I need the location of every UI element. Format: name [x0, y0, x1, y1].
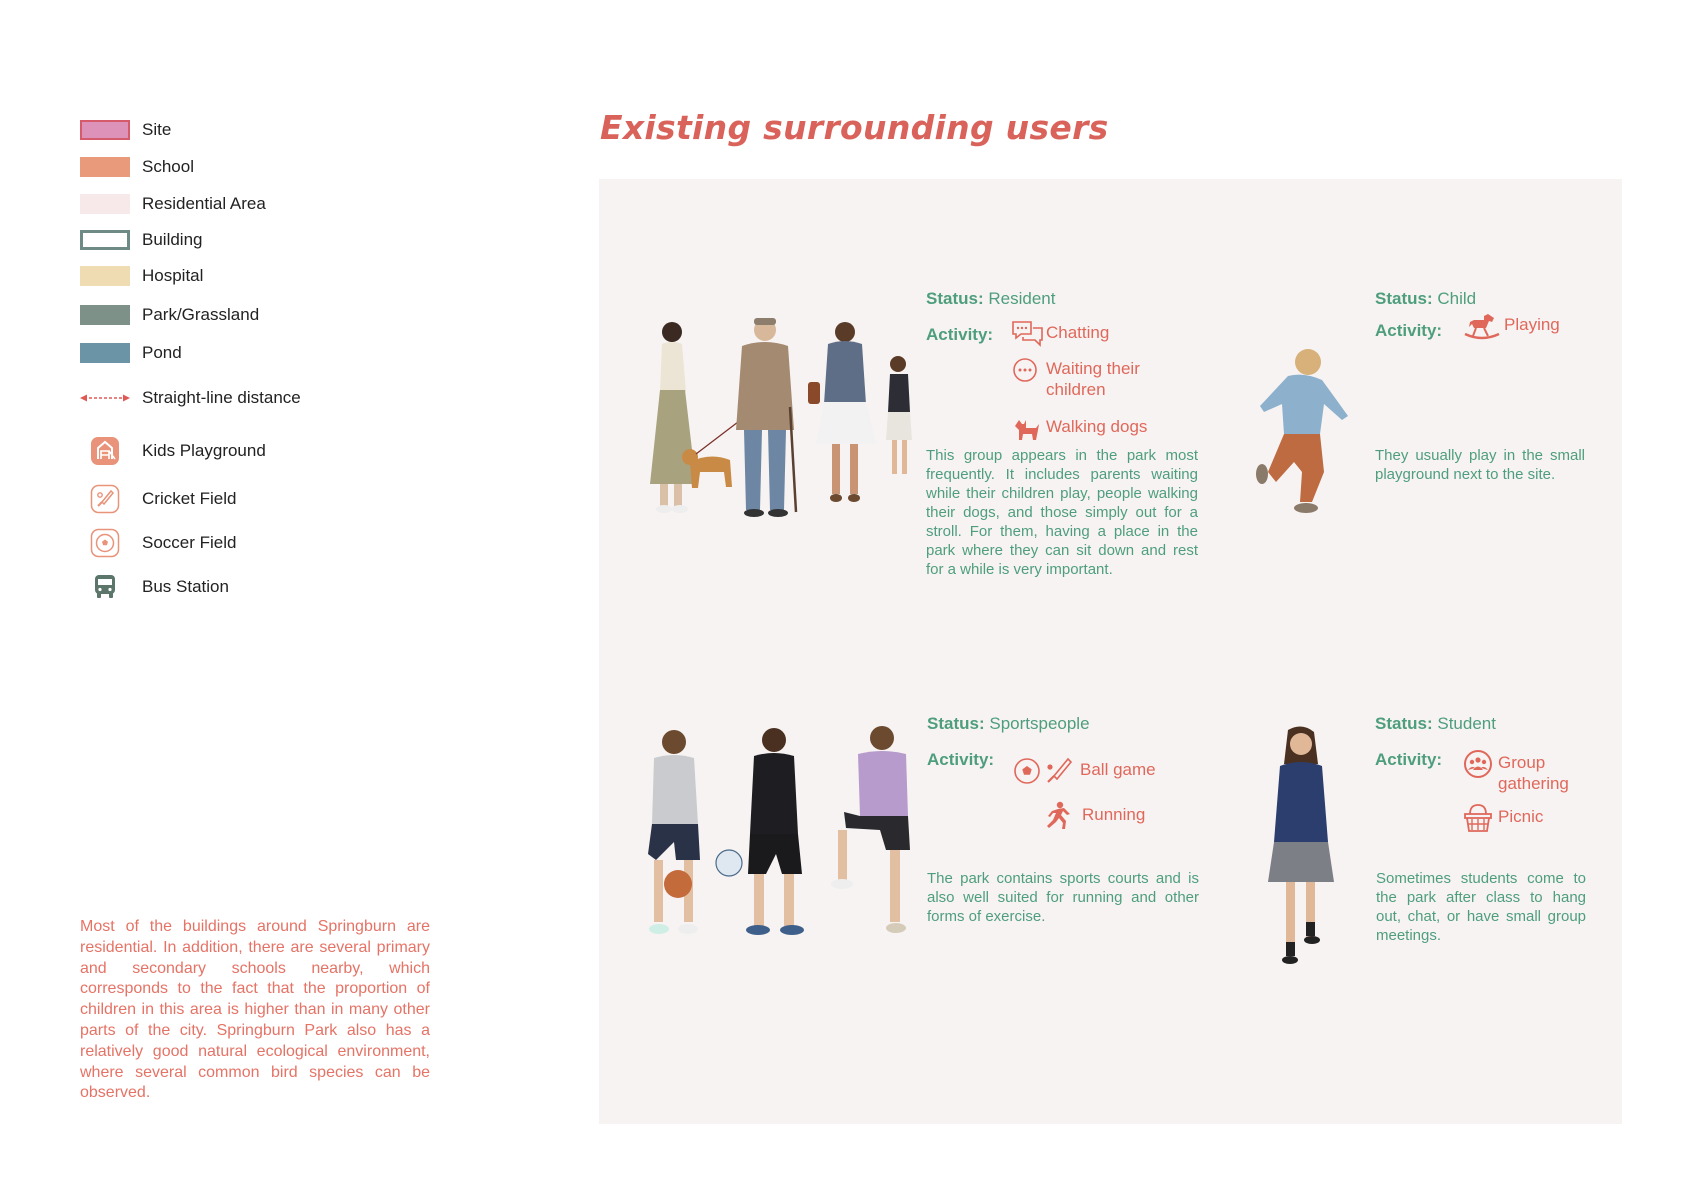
- legend-label: Residential Area: [142, 194, 266, 213]
- kids-playground-icon: [80, 434, 130, 468]
- student-status: [1375, 714, 1496, 734]
- intro-paragraph: Most of the buildings around Springburn are residential. In addition, there are several primary and secondary schools nearby, which corresponds to the fact that the proportion of children in this area is higher than in many other parts of the city. Springburn Park also has a relatively good natural ecological environment, where several common bird species can be observed.: [80, 918, 430, 1102]
- legend-item-playground: [80, 434, 266, 468]
- activity-walking-dogs: [1010, 412, 1147, 444]
- chat-bubbles-icon: [1010, 318, 1044, 350]
- legend-label: School: [142, 157, 194, 176]
- student-description: Sometimes students come to the park after class to hang out, chat, or have small group meetings.: [1376, 870, 1586, 944]
- status-value: Child: [1437, 289, 1477, 308]
- legend-item-soccer: [80, 526, 236, 560]
- activity-label: Activity:: [1375, 321, 1443, 340]
- legend-label: Soccer Field: [142, 533, 237, 552]
- legend-item-building: [80, 228, 203, 252]
- residential-swatch: [80, 194, 130, 214]
- status-value: Resident: [988, 289, 1056, 308]
- sportspeople-status: [927, 714, 1090, 734]
- site-swatch: [80, 120, 130, 140]
- child-description: They usually play in the small playground next to the site.: [1375, 447, 1585, 483]
- legend-label: Park/Grassland: [142, 305, 260, 324]
- activity-waiting: [1010, 354, 1156, 400]
- pond-swatch: [80, 343, 130, 363]
- status-value: Student: [1437, 714, 1496, 733]
- activity-playing: [1462, 310, 1560, 342]
- legend-label: Cricket Field: [142, 489, 237, 508]
- activity-text: Running: [1082, 805, 1146, 824]
- legend-label: Bus Station: [142, 577, 229, 596]
- picnic-basket-icon: [1462, 802, 1496, 834]
- legend-label: Pond: [142, 343, 182, 362]
- status-label: Status:: [927, 714, 985, 733]
- building-swatch: [80, 230, 130, 250]
- distance-arrow-icon: [80, 388, 130, 408]
- ball-game-icon: [1012, 755, 1076, 787]
- dog-icon: [1010, 412, 1044, 444]
- runner-icon: [1040, 800, 1074, 832]
- legend-item-bus: [80, 570, 229, 604]
- cricket-icon: [80, 482, 130, 516]
- resident-people-image: [630, 312, 920, 527]
- legend-label: Hospital: [142, 266, 204, 285]
- park-swatch: [80, 305, 130, 325]
- activity-text: Chatting: [1046, 323, 1110, 342]
- legend-item-residential: [80, 192, 266, 216]
- sportspeople-description: The park contains sports courts and is also well suited for running and other forms of exercise.: [927, 870, 1199, 925]
- sportspeople-image: [626, 724, 916, 954]
- soccer-icon: [80, 526, 130, 560]
- activity-running: [1040, 800, 1145, 832]
- rocking-horse-icon: [1462, 310, 1502, 342]
- legend-item-park: [80, 303, 259, 327]
- activity-label: Activity:: [927, 750, 995, 769]
- legend-item-hospital: [80, 264, 203, 288]
- status-value: Sportspeople: [989, 714, 1090, 733]
- legend-item-site: [80, 118, 171, 142]
- legend-label: Building: [142, 230, 203, 249]
- bus-icon: [80, 570, 130, 604]
- activity-text: Picnic: [1498, 807, 1544, 826]
- activity-text: Walking dogs: [1046, 417, 1148, 436]
- resident-description: This group appears in the park most frequently. It includes parents waiting while their children play, people walking their dogs, and those simply out for a stroll. For them, having a place in the park where they can sit down and rest for a while is very important.: [926, 447, 1198, 578]
- legend-item-cricket: [80, 482, 236, 516]
- activity-label: Activity:: [926, 325, 994, 344]
- activity-text: Waiting their children: [1046, 359, 1140, 399]
- child-status: [1375, 289, 1476, 309]
- activity-text: Ball game: [1080, 760, 1156, 779]
- status-label: Status:: [1375, 714, 1433, 733]
- legend-item-pond: [80, 341, 182, 365]
- legend-item-distance: [80, 386, 301, 410]
- activity-label: Activity:: [1375, 750, 1443, 769]
- group-gathering-icon: [1462, 748, 1496, 780]
- resident-status: [926, 289, 1055, 309]
- activity-picnic: [1462, 802, 1543, 834]
- activity-group-gathering: [1462, 748, 1588, 794]
- activity-ball-game: [1012, 755, 1156, 787]
- status-label: Status:: [926, 289, 984, 308]
- legend-label: Kids Playground: [142, 441, 266, 460]
- activity-text: Group gathering: [1498, 753, 1569, 793]
- activity-text: Playing: [1504, 315, 1560, 334]
- hospital-swatch: [80, 266, 130, 286]
- legend-label: Site: [142, 120, 172, 139]
- activity-chatting: [1010, 318, 1109, 350]
- child-people-image: [1238, 342, 1358, 517]
- page-title: Existing surrounding users: [600, 108, 1109, 147]
- legend-item-school: [80, 155, 194, 179]
- ellipsis-circle-icon: [1010, 354, 1044, 386]
- legend-label: Straight-line distance: [142, 388, 301, 407]
- status-label: Status:: [1375, 289, 1433, 308]
- school-swatch: [80, 157, 130, 177]
- student-people-image: [1256, 722, 1346, 972]
